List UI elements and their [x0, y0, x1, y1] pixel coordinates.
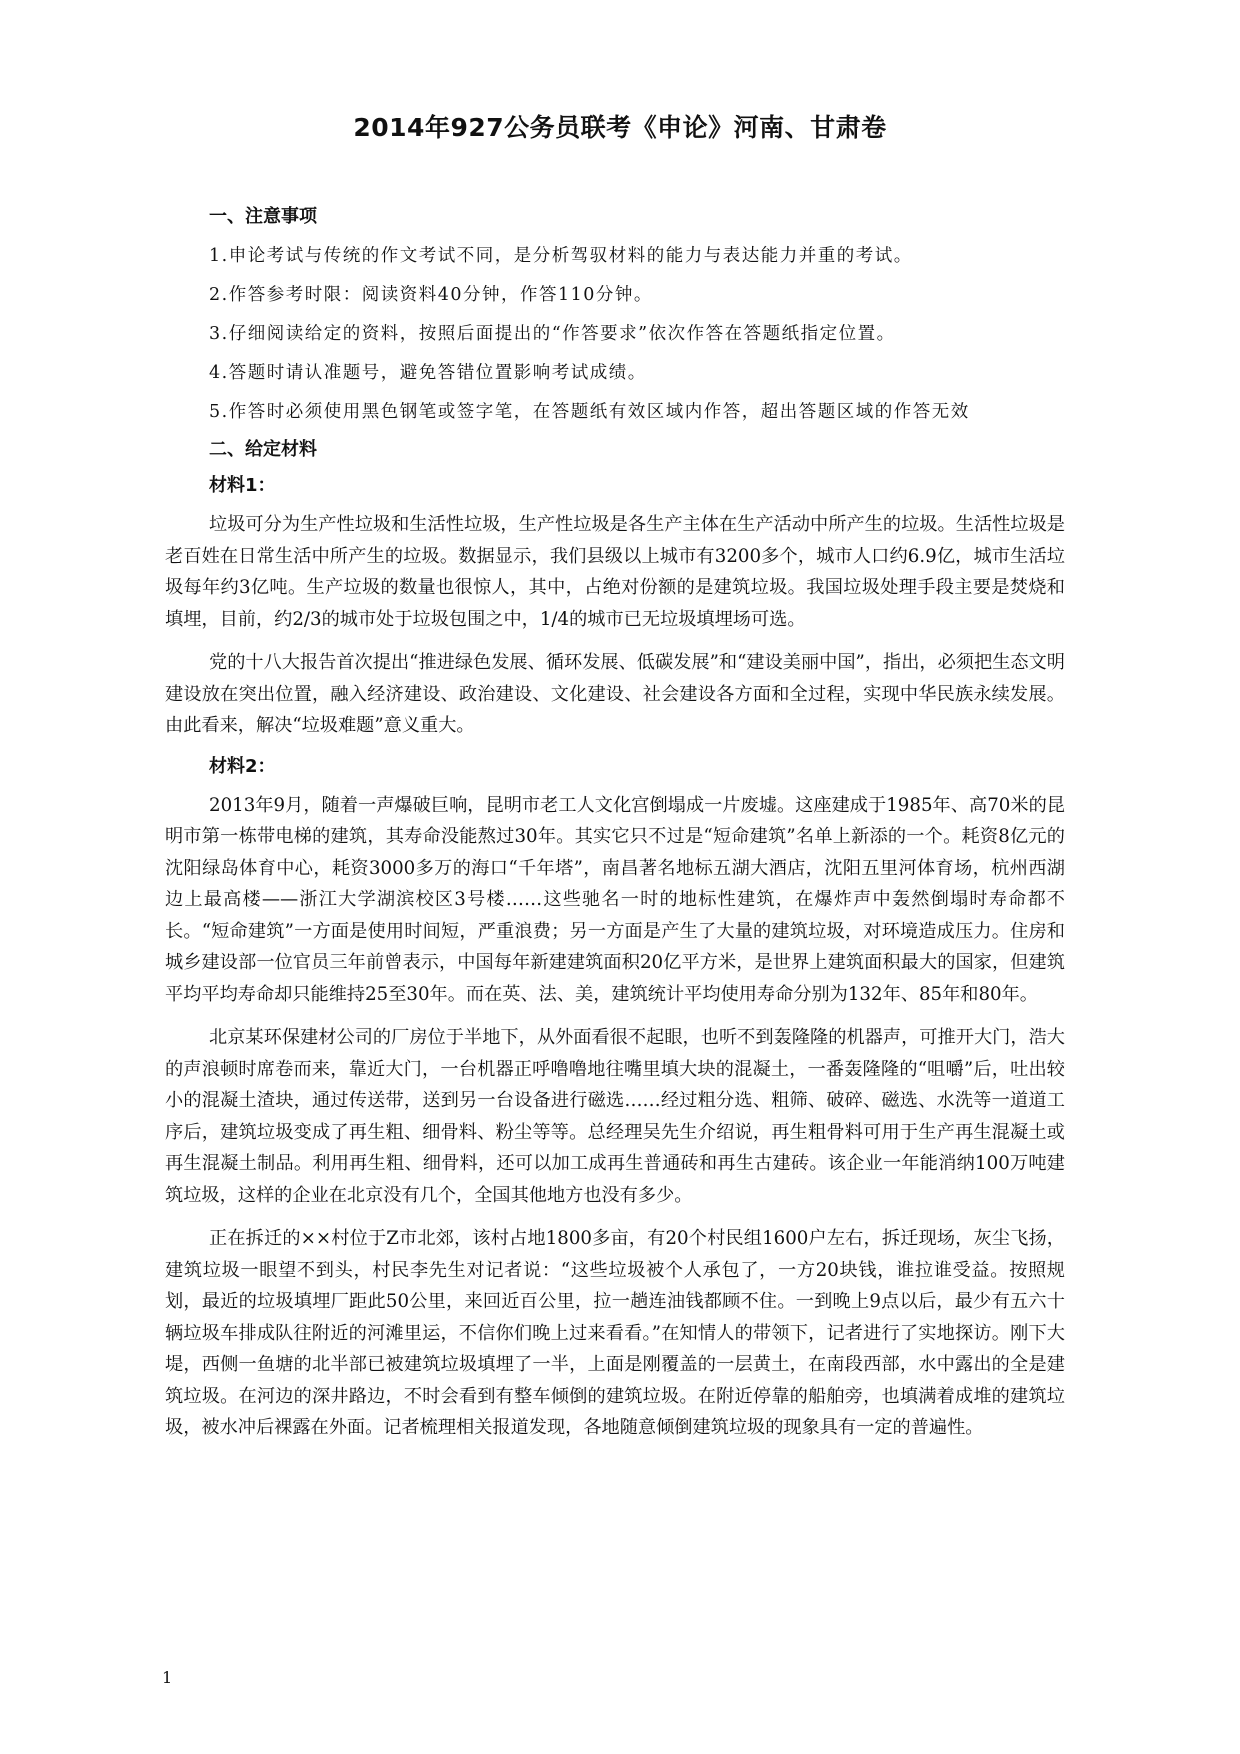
material-2-paragraph: 北京某环保建材公司的厂房位于半地下，从外面看很不起眼，也听不到轰隆隆的机器声，可推开大门，浩大的声浪顿时席卷而来，靠近大门，一台机器正呼噜噜地往嘴里填大块的混凝土，一番轰隆隆的“咀嚼”后，吐出较小的混凝土渣块，通过传送带，送到另一台设备进行磁选……经过粗分选、粗筛、破碎、磁选、水洗等一道道工序后，建筑垃圾变成了再生粗、细骨料、粉尘等等。总经理吴先生介绍说，再生粗骨料可用于生产再生混凝土或再生混凝土制品。利用再生粗、细骨料，还可以加工成再生普通砖和再生古建砖。该企业一年能消纳100万吨建筑垃圾，这样的企业在北京没有几个，全国其他地方也没有多少。 [165, 1027, 1065, 1206]
document-title: 2014年927公务员联考《申论》河南、甘肃卷 [353, 113, 887, 142]
material-1-paragraph: 党的十八大报告首次提出“推进绿色发展、循环发展、低碳发展”和“建设美丽中国”，指出，必须把生态文明建设放在突出位置，融入经济建设、政治建设、文化建设、社会建设各方面和全过程，实现中华民族永续发展。由此看来，解决“垃圾难题”意义重大。 [165, 652, 1065, 736]
document-body [165, 204, 1065, 1456]
material-2-paragraph: 正在拆迁的××村位于Z市北郊，该村占地1800多亩，有20个村民组1600户左右，拆迁现场，灰尘飞扬，建筑垃圾一眼望不到头，村民李先生对记者说：“这些垃圾被个人承包了，一方20块钱，谁拉谁受益。按照规划，最近的垃圾填埋厂距此50公里，来回近百公里，拉一趟连油钱都顾不住。一到晚上9点以后，最少有五六十辆垃圾车排成队往附近的河滩里运，不信你们晚上过来看看。”在知情人的带领下，记者进行了实地探访。刚下大堤，西侧一鱼塘的北半部已被建筑垃圾填埋了一半，上面是刚覆盖的一层黄土，在南段西部，水中露出的全是建筑垃圾。在河边的深井路边，不时会看到有整车倾倒的建筑垃圾。在附近停靠的船舶旁，也填满着成堆的建筑垃圾，被水冲后裸露在外面。记者梳理相关报道发现，各地随意倾倒建筑垃圾的现象具有一定的普遍性。 [165, 1228, 1065, 1438]
page-number: 1 [162, 1668, 173, 1687]
material-1-paragraph: 垃圾可分为生产性垃圾和生活性垃圾，生产性垃圾是各生产主体在生产活动中所产生的垃圾。生活性垃圾是老百姓在日常生活中所产生的垃圾。数据显示，我们县级以上城市有3200多个，城市人口约6.9亿，城市生活垃圾每年约3亿吨。生产垃圾的数量也很惊人，其中，占绝对份额的是建筑垃圾。我国垃圾处理手段主要是焚烧和填埋，目前，约2/3的城市处于垃圾包围之中，1/4的城市已无垃圾填埋场可选。 [165, 514, 1065, 630]
material-2-paragraph: 2013年9月，随着一声爆破巨响，昆明市老工人文化宫倒塌成一片废墟。这座建成于1985年、高70米的昆明市第一栋带电梯的建筑，其寿命没能熬过30年。其实它只不过是“短命建筑”名单上新添的一个。耗资8亿元的沈阳绿岛体育中心，耗资3000多万的海口“千年塔”，南昌著名地标五湖大酒店，沈阳五里河体育场，杭州西湖边上最高楼——浙江大学湖滨校区3号楼……这些驰名一时的地标性建筑，在爆炸声中轰然倒塌时寿命都不长。“短命建筑”一方面是使用时间短，严重浪费；另一方面是产生了大量的建筑垃圾，对环境造成压力。住房和城乡建设部一位官员三年前曾表示，中国每年新建建筑面积20亿平方米，是世界上建筑面积最大的国家，但建筑平均平均寿命却只能维持25至30年。而在英、法、美，建筑统计平均使用寿命分别为132年、85年和80年。 [165, 794, 1065, 1005]
material-2-label: 材料2： [209, 755, 276, 777]
note-item: 1.申论考试与传统的作文考试不同，是分析驾驭材料的能力与表达能力并重的考试。 [209, 246, 913, 266]
section-heading-materials: 二、给定材料 [209, 439, 317, 460]
note-item: 2.作答参考时限：阅读资料40分钟，作答110分钟。 [209, 285, 653, 305]
material-1-label: 材料1： [209, 475, 276, 496]
section-heading-notes: 一、注意事项 [209, 206, 317, 227]
note-item: 3.仔细阅读给定的资料，按照后面提出的“作答要求”依次作答在答题纸指定位置。 [209, 324, 896, 344]
note-item: 4.答题时请认准题号，避免答错位置影响考试成绩。 [209, 363, 647, 383]
note-item: 5.作答时必须使用黑色钢笔或签字笔，在答题纸有效区域内作答，超出答题区域的作答无效 [209, 402, 970, 422]
